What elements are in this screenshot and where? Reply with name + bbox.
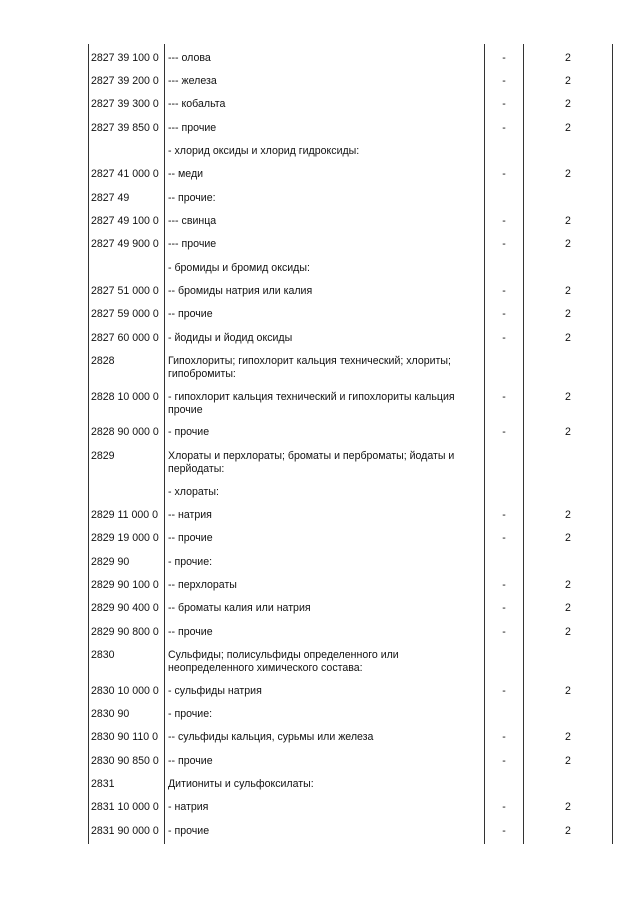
row-code: 2829 <box>91 450 115 462</box>
row-code: 2829 90 800 0 <box>91 626 159 638</box>
row-duty-unit: - <box>502 98 506 110</box>
row-rate: 2 <box>565 626 571 638</box>
row-code: 2830 10 000 0 <box>91 685 159 697</box>
row-duty-unit: - <box>502 52 506 64</box>
row-code: 2828 90 000 0 <box>91 426 159 438</box>
column-divider <box>88 44 89 844</box>
row-duty-unit: - <box>502 685 506 697</box>
row-rate: 2 <box>565 285 571 297</box>
row-code: 2830 90 850 0 <box>91 755 159 767</box>
row-description: - прочие <box>168 825 210 837</box>
row-duty-unit: - <box>502 532 506 544</box>
row-description: --- кобальта <box>168 98 226 110</box>
row-code: 2831 <box>91 778 115 790</box>
row-description: - прочие <box>168 426 210 438</box>
row-description: -- сульфиды кальция, сурьмы или железа <box>168 731 374 743</box>
row-description: --- железа <box>168 75 217 87</box>
row-duty-unit: - <box>502 308 506 320</box>
row-code: 2827 49 <box>91 192 130 204</box>
row-description: Сульфиды; полисульфиды определенного или неопределенного химического состава: <box>168 649 399 674</box>
row-code: 2827 41 000 0 <box>91 168 159 180</box>
row-rate: 2 <box>565 332 571 344</box>
row-description: -- броматы калия или натрия <box>168 602 311 614</box>
row-duty-unit: - <box>502 801 506 813</box>
row-rate: 2 <box>565 391 571 403</box>
row-description: -- бромиды натрия или калия <box>168 285 313 297</box>
row-code: 2827 59 000 0 <box>91 308 159 320</box>
row-code: 2829 19 000 0 <box>91 532 159 544</box>
row-code: 2831 90 000 0 <box>91 825 159 837</box>
row-code: 2827 49 100 0 <box>91 215 159 227</box>
row-code: 2830 90 <box>91 708 130 720</box>
row-rate: 2 <box>565 825 571 837</box>
row-description: -- прочие <box>168 626 213 638</box>
row-duty-unit: - <box>502 579 506 591</box>
row-rate: 2 <box>565 731 571 743</box>
row-duty-unit: - <box>502 825 506 837</box>
row-rate: 2 <box>565 52 571 64</box>
row-code: 2830 <box>91 649 115 661</box>
row-duty-unit: - <box>502 332 506 344</box>
row-description: --- прочие <box>168 122 217 134</box>
column-divider <box>164 44 165 844</box>
row-rate: 2 <box>565 755 571 767</box>
row-duty-unit: - <box>502 626 506 638</box>
row-rate: 2 <box>565 426 571 438</box>
row-duty-unit: - <box>502 122 506 134</box>
column-divider <box>612 44 613 844</box>
row-rate: 2 <box>565 685 571 697</box>
row-description: -- натрия <box>168 509 212 521</box>
row-duty-unit: - <box>502 391 506 403</box>
row-description: - хлорид оксиды и хлорид гидроксиды: <box>168 145 360 157</box>
row-rate: 2 <box>565 579 571 591</box>
row-duty-unit: - <box>502 168 506 180</box>
row-description: Хлораты и перхлораты; броматы и перброматы; йодаты и перйодаты: <box>168 450 455 475</box>
row-description: - натрия <box>168 801 209 813</box>
row-rate: 2 <box>565 75 571 87</box>
row-description: -- прочие <box>168 308 213 320</box>
row-rate: 2 <box>565 122 571 134</box>
row-code: 2828 10 000 0 <box>91 391 159 403</box>
column-divider <box>484 44 485 844</box>
row-duty-unit: - <box>502 215 506 227</box>
row-description: - сульфиды натрия <box>168 685 262 697</box>
row-rate: 2 <box>565 168 571 180</box>
row-description: - прочие: <box>168 708 213 720</box>
row-description: Дитиониты и сульфоксилаты: <box>168 778 314 790</box>
row-rate: 2 <box>565 509 571 521</box>
row-code: 2827 49 900 0 <box>91 238 159 250</box>
row-description: -- меди <box>168 168 204 180</box>
row-code: 2827 39 200 0 <box>91 75 159 87</box>
row-description: Гипохлориты; гипохлорит кальция технический; хлориты; гипобромиты: <box>168 355 451 380</box>
row-rate: 2 <box>565 801 571 813</box>
row-code: 2827 39 300 0 <box>91 98 159 110</box>
row-rate: 2 <box>565 215 571 227</box>
row-code: 2829 90 400 0 <box>91 602 159 614</box>
row-rate: 2 <box>565 532 571 544</box>
row-code: 2827 39 850 0 <box>91 122 159 134</box>
row-description: --- олова <box>168 52 211 64</box>
row-code: 2827 51 000 0 <box>91 285 159 297</box>
row-rate: 2 <box>565 602 571 614</box>
row-description: - прочие: <box>168 556 213 568</box>
row-duty-unit: - <box>502 602 506 614</box>
row-duty-unit: - <box>502 238 506 250</box>
row-code: 2828 <box>91 355 115 367</box>
row-rate: 2 <box>565 98 571 110</box>
row-description: --- свинца <box>168 215 217 227</box>
row-description: - йодиды и йодид оксиды <box>168 332 293 344</box>
row-code: 2827 39 100 0 <box>91 52 159 64</box>
row-code: 2829 90 100 0 <box>91 579 159 591</box>
row-duty-unit: - <box>502 75 506 87</box>
row-description: --- прочие <box>168 238 217 250</box>
row-duty-unit: - <box>502 285 506 297</box>
row-rate: 2 <box>565 238 571 250</box>
row-description: - бромиды и бромид оксиды: <box>168 262 310 274</box>
row-duty-unit: - <box>502 731 506 743</box>
row-code: 2829 11 000 0 <box>91 509 158 521</box>
row-description: -- прочие: <box>168 192 216 204</box>
row-code: 2829 90 <box>91 556 130 568</box>
row-description: -- прочие <box>168 532 213 544</box>
row-description: - гипохлорит кальция технический и гипохлориты кальция прочие <box>168 391 455 416</box>
row-duty-unit: - <box>502 509 506 521</box>
row-code: 2827 60 000 0 <box>91 332 159 344</box>
row-description: -- перхлораты <box>168 579 237 591</box>
column-divider <box>523 44 524 844</box>
row-rate: 2 <box>565 308 571 320</box>
row-description: - хлораты: <box>168 486 219 498</box>
row-duty-unit: - <box>502 755 506 767</box>
row-duty-unit: - <box>502 426 506 438</box>
row-description: -- прочие <box>168 755 213 767</box>
row-code: 2830 90 110 0 <box>91 731 158 743</box>
row-code: 2831 10 000 0 <box>91 801 159 813</box>
